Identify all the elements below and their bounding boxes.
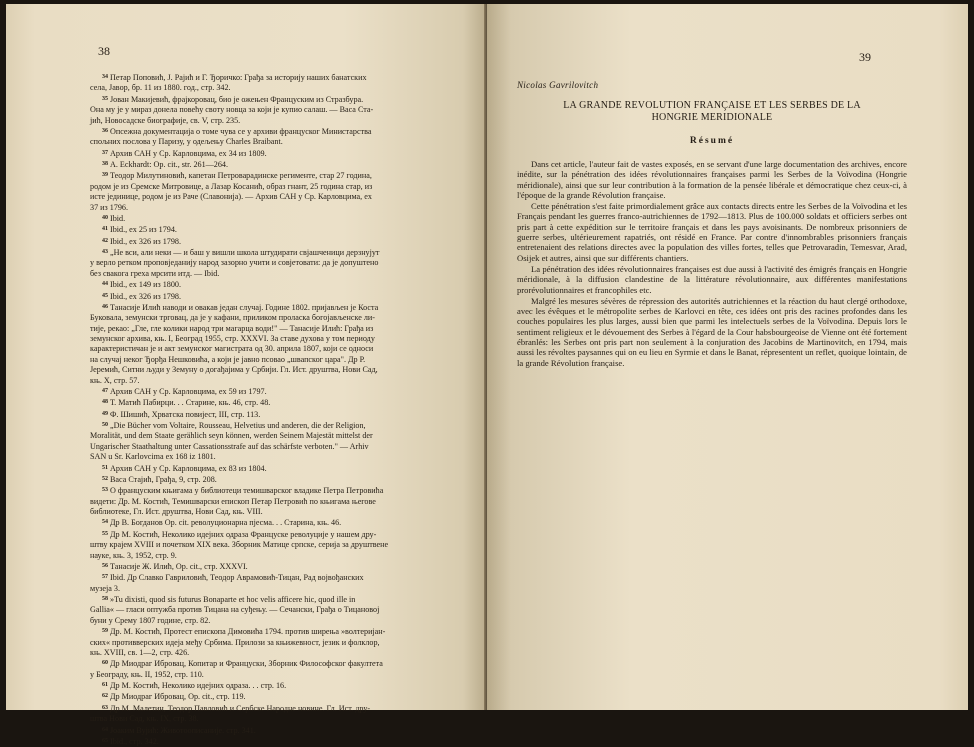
footnote-text: ских« противверских идеја међу Србима. Прилози за књижевност, језик и фолклор, <box>90 637 380 647</box>
footnote-line <box>90 725 452 736</box>
footnote-number: 51 <box>102 464 108 471</box>
footnote-line <box>90 442 452 452</box>
footnote-line <box>90 94 452 105</box>
footnote-number: 45 <box>102 292 108 299</box>
footnote-line <box>90 497 452 507</box>
resume-body <box>517 159 907 369</box>
footnote-line <box>90 463 452 474</box>
footnote-text: Др М. Костић, Неколико идејних одраза. . . стр. 16. <box>110 681 287 690</box>
footnote-number: 36 <box>102 127 108 134</box>
footnote-text: A. Eckhardt: Op. cit., str. 261—264. <box>110 160 229 169</box>
page-number-right: 39 <box>859 50 871 64</box>
footnote-text: Теодор Милутиновић, капетан Петроварадинске регименте, стар 27 година, <box>110 171 372 181</box>
footnote-line <box>90 344 452 354</box>
footnote-line <box>90 626 452 637</box>
footnote-text: без свакога греха мрсити итд. — Ibid. <box>90 268 220 278</box>
footnote-text: тије, рекао: „Гле, гле колики народ три магарца води!" — Танасије Илић: Грађа из <box>90 323 374 333</box>
footnote-line <box>90 736 452 747</box>
footnote-line <box>90 137 452 147</box>
footnote-line <box>90 116 452 126</box>
footnote-text: књ. X, стр. 57. <box>90 375 140 385</box>
footnote-line <box>90 420 452 431</box>
footnote-text: Moralität, und dem Staate gerählich seyn können, werden Seinem Majestät mittelst der <box>90 431 373 441</box>
footnote-line <box>90 324 452 334</box>
footnote-number: 44 <box>102 281 108 288</box>
footnote-line <box>90 648 452 658</box>
footnote-number: 42 <box>102 237 108 244</box>
footnote-line <box>90 386 452 397</box>
footnote-text: у Београду, књ. II, 1952, стр. 110. <box>90 669 204 679</box>
footnote-text: Она му је у мираз донела повећу своту новца за који је купио салаш. — Васа Ста- <box>90 105 374 115</box>
page-number-left: 38 <box>98 44 110 58</box>
article-title-line: LA GRANDE REVOLUTION FRANÇAISE ET LES SERBES DE LA <box>563 100 861 111</box>
footnote-text: Танасије Илић наводи и овакав један случај. Године 1802. пријављен је Коста <box>110 302 379 312</box>
footnote-text: Архив САН у Ср. Карловцима, ex 59 из 1797. <box>110 386 267 396</box>
footnote-text: библиотеке, Гл. Ист. друштва, Нови Сад, књ. VIII. <box>90 507 263 516</box>
footnote-line <box>90 182 452 192</box>
footnote-line <box>90 279 452 290</box>
footnote-number: 56 <box>102 562 108 569</box>
footnote-line <box>90 334 452 344</box>
footnote-text: штва Нови Сад, књ. IX, стр. 38. <box>90 714 199 724</box>
footnote-number: 59 <box>102 628 108 635</box>
footnote-line <box>90 203 452 213</box>
footnote-line <box>90 302 452 313</box>
article-title <box>517 100 907 124</box>
footnote-number: 52 <box>102 475 108 482</box>
footnote-text: Ibid., стр. 342. <box>110 736 159 746</box>
left-page <box>6 4 487 746</box>
footnote-number: 46 <box>102 303 108 310</box>
footnote-text: „Die Bücher vom Voltaire, Rousseau, Helvetius und anderen, die der Religion, <box>110 421 366 430</box>
footnote-line <box>90 507 452 517</box>
footnote-line <box>90 313 452 323</box>
footnote-line <box>90 638 452 648</box>
footnote-number: 47 <box>102 387 108 394</box>
footnote-number: 60 <box>102 660 108 667</box>
resume-paragraph: Dans cet article, l'auteur fait de vastes exposés, en se servant d'une large documentation des archives, encore inédite, sur la pénétration des idées révolutionnaires françaises parmi les Serbes de la Voïvodina (Hongrie méridionale), ainsi que sur leur contribution à la formation de la pensée libérale et démocratique chez ceux-ci, à l'époque de la grande Révolution française. <box>517 159 907 200</box>
footnote-text: видети: Др. М. Костић, Темишварски епископ Петар Петровић по књигама његове <box>90 496 376 506</box>
footnote-number: 43 <box>102 249 108 255</box>
footnote-text: Архив САН у Ср. Карловцима, ex 34 из 1809. <box>110 148 267 158</box>
footnote-line <box>90 670 452 680</box>
footnote-number: 48 <box>102 399 108 406</box>
footnote-text: О француским књигама у библиотеци темишварског владике Петра Петровића <box>110 486 384 496</box>
footnote-text: Опсежна документација о томе чува се у архиви француског Министарства <box>110 126 372 136</box>
footnote-line <box>90 170 452 181</box>
footnote-text: Т. Матић Пабирци. . . Старине, књ. 46, стр. 48. <box>110 398 271 408</box>
footnote-text: Ibid. <box>110 213 126 223</box>
footnote-text: музеја 3. <box>90 583 121 593</box>
footnote-text: SAN u Sr. Karlovcima ex 168 iz 1801. <box>90 452 216 462</box>
footnote-text: Васа Стајић, Грађа, 9, стр. 208. <box>110 474 217 484</box>
footnote-text: науке, књ. 3, 1952, стр. 9. <box>90 550 177 560</box>
footnote-line <box>90 126 452 137</box>
footnote-text: Ibid., ex 326 из 1798. <box>110 236 181 246</box>
footnote-text: Јован Макијевић, фрајкоровац, био је ожењен Француским из Стразбура. <box>110 94 364 104</box>
footnote-line <box>90 213 452 224</box>
footnote-text: Ibid. Др Славко Гавриловић, Теодор Аврамовић-Тицан, Рад војвођанских <box>110 573 364 583</box>
footnote-text: јић, Новосадске биографије, св. V, стр. 235. <box>90 115 241 125</box>
footnote-number: 63 <box>102 704 108 711</box>
footnote-line <box>90 680 452 691</box>
footnote-text: Др М. Малетин, Теодор Павловић и Сербске Народне новине. Гл. Ист. дру- <box>110 703 371 713</box>
footnote-text: »Tu dixisti, quod sis futurus Bonaparte et hoc velis afficere hic, quod ille in <box>110 595 356 604</box>
footnote-text: на случај неког Ђорђа Нешковића, а који је јавно псовао „швапског цара". Др Р. <box>90 354 366 364</box>
footnote-text: Др. М. Костић, Протест епископа Димовића 1794. против ширења »волтеријан- <box>110 627 386 637</box>
footnote-line <box>90 148 452 159</box>
footnote-line <box>90 584 452 594</box>
footnote-number: 62 <box>102 693 108 700</box>
footnote-line <box>90 605 452 615</box>
footnote-line <box>90 691 452 702</box>
footnote-number: 35 <box>102 95 108 102</box>
footnote-line <box>90 572 452 583</box>
footnote-number: 40 <box>102 214 108 221</box>
article-title-line: HONGRIE MERIDIONALE <box>651 112 773 123</box>
right-page <box>487 4 968 710</box>
footnote-text: карактеристичан је и акт земунског магистрата од 30. априла 1807, који се односи <box>90 344 374 354</box>
footnote-line <box>90 258 452 268</box>
footnote-text: штву крајем XVIII и почетком XIX века. Зборник Матице српске, серија за друштвене <box>90 540 389 550</box>
resume-paragraph: Malgré les mesures sévères de répression des autorités autrichiennes et la réaction du haut clergé orthodoxe, avec les évêques et le métropolite serbes de Karlovci en tête, ces idées ont pris des racines profondes dans les couches populaires les plus larges, aussi bien que parmi les intelectuels serbes de la Voïvodina. Depuis lors le sentiment religieux et le dévouement des Serbes à l'égard de la Cour habsbourgeoise de Vienne ont été fortement ébranlés: les Serbes ont pris part non seulement à la conjuration des Jacobins de Martinovitch, en 1794, mais aussi les révoltes paysannes qui on eu lieu en Syrmie et dans le Banat, répresentent un reflet, quoique lointain, de la grande Révolution française. <box>517 295 907 368</box>
footnote-text: Ф. Шишић, Хрватска повијест, III, стр. 113. <box>110 409 261 419</box>
footnote-text: Др Миодраг Ибровац, Op. cit., стр. 119. <box>110 692 246 702</box>
footnote-number: 53 <box>102 487 108 494</box>
footnote-line <box>90 431 452 441</box>
footnote-text: буни у Срему 1807 године, стр. 82. <box>90 615 211 625</box>
footnote-text: Архив САН у Ср. Карловцима, ex 83 из 1804. <box>110 463 267 473</box>
footnote-line <box>90 540 452 550</box>
footnote-number: 57 <box>102 574 108 581</box>
book-spread <box>6 4 968 746</box>
footnote-line <box>90 269 452 279</box>
footnote-text: Буковала, земунски трговац, да је у кафани, приликом проласка богојављенске ли- <box>90 313 375 323</box>
footnote-line <box>90 159 452 170</box>
footnote-line <box>90 247 452 258</box>
footnote-number: 38 <box>102 161 108 167</box>
footnote-number: 41 <box>102 226 108 233</box>
footnote-text: Др М. Костић, Неколико идејних одраза Француске револуције у нашем дру- <box>110 529 377 539</box>
footnote-line <box>90 517 452 528</box>
footnote-line <box>90 551 452 561</box>
footnote-line <box>90 72 452 83</box>
footnote-text: Ungarischer Staathaltung unter Cassationsstrafe auf das schärfste verboten." — Arhiv <box>90 441 369 451</box>
footnote-text: села, Јавор, бр. 11 из 1880. год., стр. 342. <box>90 83 231 93</box>
footnote-number: 55 <box>102 530 108 537</box>
footnote-line <box>90 397 452 408</box>
footnote-line <box>90 105 452 115</box>
footnote-text: Танасије Ж. Илић, Op. cit., стр. XXXVI. <box>110 561 248 571</box>
footnote-number: 34 <box>102 74 108 80</box>
footnotes <box>90 72 452 747</box>
footnote-number: 65 <box>102 737 108 744</box>
footnote-text: у веpло ретком проповједанију народ зазорно учити и совјетовати: да је допуштено <box>90 258 379 268</box>
footnote-text: Др Миодраг Ибровац, Копитар и Француски, Зборник Философског факултета <box>110 659 383 669</box>
resume-heading: Résumé <box>689 136 735 146</box>
footnote-line <box>90 616 452 626</box>
footnote-line <box>90 703 452 714</box>
footnote-line <box>90 529 452 540</box>
resume-paragraph: Cette pénétration s'est faite primordialement grâce aux contacts directs entre les Serbes de la Voïvodina et les Français pendant les guerres franco-autrichiennes de 1792—1813. Plus de 100.000 soldats et officiers serbes ont pris part à cette expédition sur le territoire français et dans les pays avoisinants. De nombreux prisonniers de guerre serbes, ultérieurement rapatriés, ont résidé en France. Par contre d'innombrables prisonniers français entretenaient des relations directes avec la population des villes fortes, telles que Petrovaradin, Temesvar, Arad, Osijek et autres, ainsi que sur différents chantiers. <box>517 201 907 263</box>
footnote-line <box>90 365 452 375</box>
footnote-text: Ibid., ex 149 из 1800. <box>110 280 181 290</box>
footnote-line <box>90 376 452 386</box>
footnote-text: Др В. Богданов Op. cit. револуционарна пјесма. . . Старина, књ. 46. <box>110 518 342 528</box>
footnote-line <box>90 452 452 462</box>
footnote-number: 58 <box>102 596 108 602</box>
footnote-line <box>90 192 452 202</box>
footnote-text: књ. XVIII, св. 1—2, стр. 426. <box>90 647 190 657</box>
footnote-number: 54 <box>102 519 108 526</box>
footnote-number: 61 <box>102 682 108 688</box>
footnote-line <box>90 236 452 247</box>
footnote-line <box>90 561 452 572</box>
footnote-text: Јоаким Вујић: Животоописаније. стр. 341. <box>110 725 256 735</box>
footnote-line <box>90 474 452 485</box>
footnote-text: родом је из Сремске Митровице, а Лазар Косанић, образ гнант, 25 година стар, из <box>90 181 373 191</box>
footnote-text: Ibid., ex 326 из 1798. <box>110 291 181 301</box>
footnote-number: 37 <box>102 149 108 156</box>
article-author: Nicolas Gavrilovitch <box>517 80 599 90</box>
footnote-text: спољних послова у Паризу, у одељењу Charles Braibant. <box>90 137 283 147</box>
footnote-text: „Не вси, али неки — и баш у вишли школа штудирати свјашченици дерзнујут <box>110 248 380 257</box>
footnote-line <box>90 224 452 235</box>
footnote-line <box>90 658 452 669</box>
footnote-line <box>90 485 452 496</box>
footnote-line <box>90 355 452 365</box>
footnote-number: 49 <box>102 410 108 417</box>
footnote-line <box>90 594 452 605</box>
footnote-line <box>90 409 452 420</box>
resume-paragraph: La pénétration des idées révolutionnaires françaises est due aussi à l'activité des émigrés français en Hongrie méridionale, à la diffusion clandestine de la littérature révolutionnaire, aux différentes manifestations prorévolutionnaires et francophiles etc. <box>517 263 907 295</box>
footnote-text: Ibid., ex 25 из 1794. <box>110 225 177 235</box>
footnote-text: земунског архива, књ. I, Београд 1955, стр. XXXVI. За ставе духова у том периоду <box>90 334 375 343</box>
footnote-line <box>90 714 452 724</box>
footnote-text: Петар Поповић, J. Рајић и Г. Ђоричко: Грађа за историју наших банатских <box>110 73 367 82</box>
footnote-number: 64 <box>102 726 108 733</box>
footnote-number: 50 <box>102 422 108 428</box>
footnote-text: 37 из 1796. <box>90 202 129 212</box>
footnote-line <box>90 291 452 302</box>
footnote-number: 39 <box>102 172 108 179</box>
footnote-text: Gallia« — гласи оптужба против Тицана на суђењу. — Сечански, Грађа о Тицановој <box>90 605 380 615</box>
footnote-text: Јеремић, Ситни људи у Земуну о догађајима у Србији. Гл. Ист. друштва, Нови Сад, <box>90 365 378 375</box>
footnote-text: исте јединице, родом је из Раче (Славонија). — Архив САН у Ср. Карловцима, ex <box>90 192 372 202</box>
footnote-line <box>90 83 452 93</box>
